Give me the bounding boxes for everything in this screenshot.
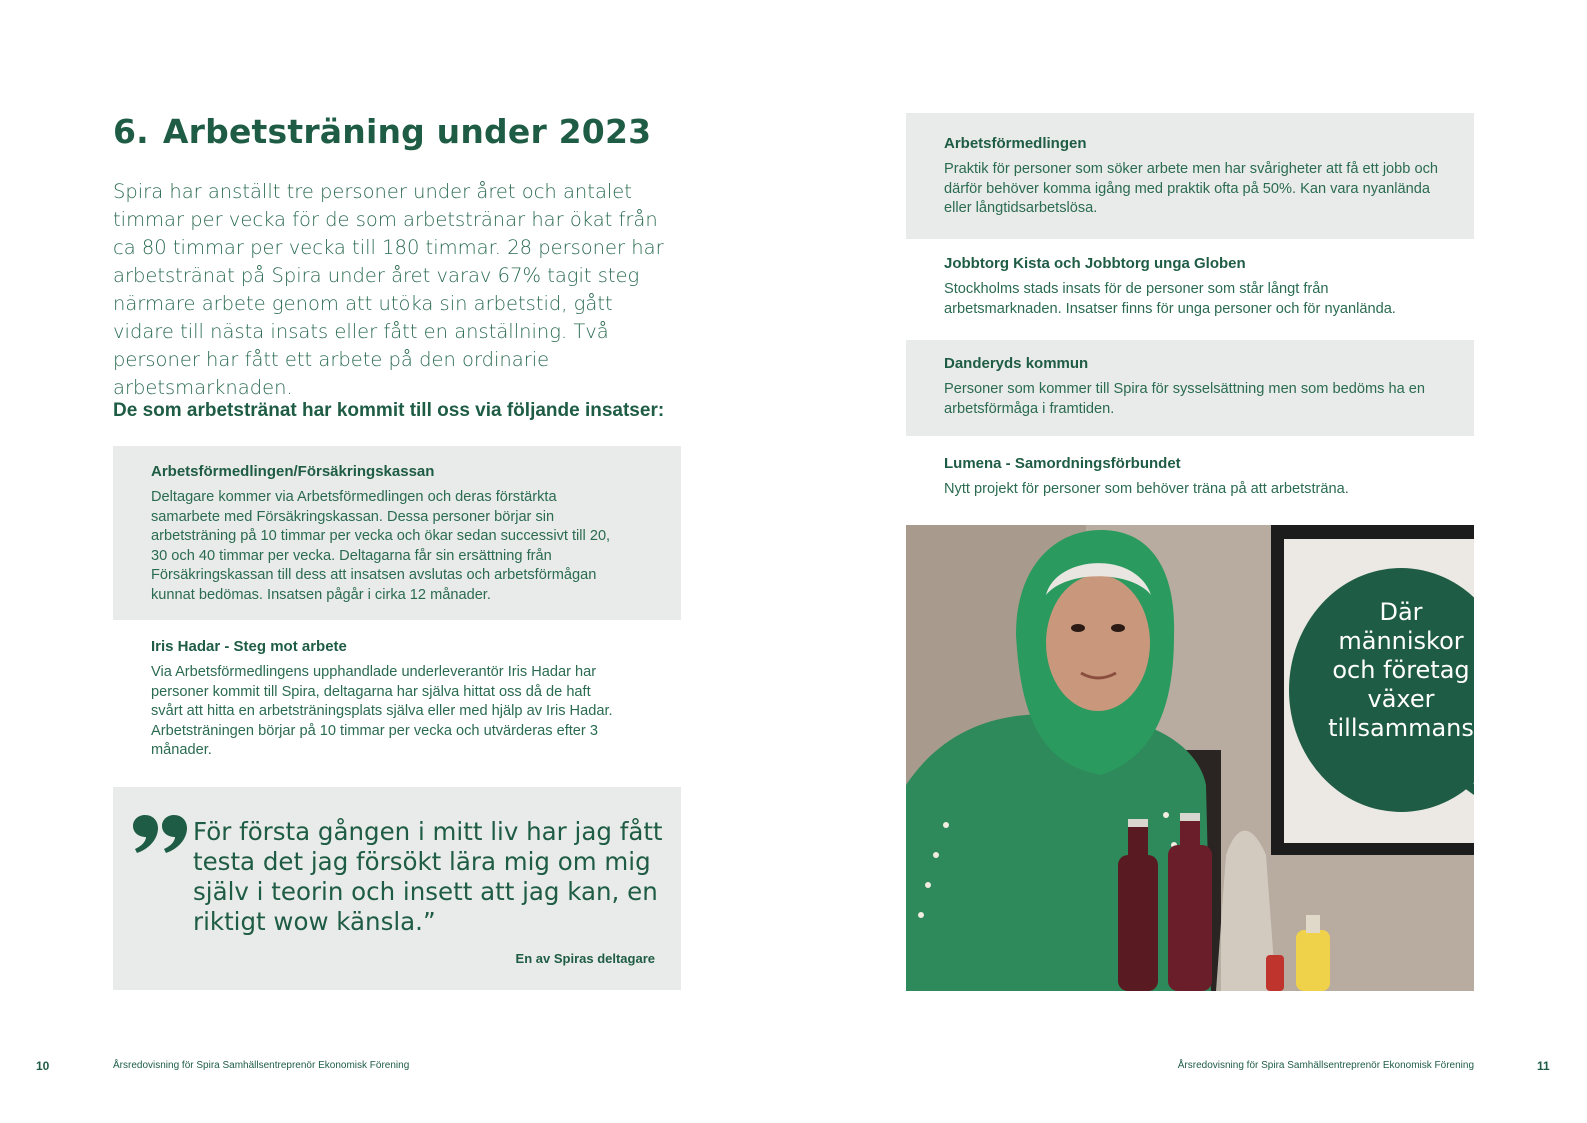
card-title: Jobbtorg Kista och Jobbtorg unga Globen <box>944 255 1246 272</box>
intro-paragraph: Spira har anställt tre personer under året och antalet timmar per vecka för de som arbetstränar har ökat från ca 80 timmar per vecka till 180 timmar. 28 personer har arbetstränat på Spira under året varav 67% tagit steg närmare arbete genom att utöka sin arbetstid, gått vidare till nästa insats eller fått en anställning. Två personer har fått ett arbete på den ordinarie arbetsmarknaden. <box>113 180 664 399</box>
section-number: 6. <box>113 112 149 151</box>
card-title: Danderyds kommun <box>944 355 1089 372</box>
poster-line: växer <box>1367 685 1435 713</box>
card-body: Praktik för personer som söker arbete men har svårigheter att få ett jobb och därför behöver komma igång med praktik ofta på 50%. Kan vara nyanlända eller långtidsarbetslösa. <box>944 161 1438 216</box>
card-body: Deltagare kommer via Arbetsförmedlingen och deras förstärkta samarbete med Försäkringskassan. Dessa personer börjar sin arbetsträning på 10 timmar per vecka och ökar sedan successivt till 20, 30 och 40 timmar per vecka. Deltagarna får sin ersättning från Försäkringskassan till dess att insatsen avslutas och arbetsförmågan kunnat bedömas. Insatsen pågår i cirka 12 månader. <box>151 489 611 603</box>
footer-text-right: Årsredovisning för Spira Samhällsentreprenör Ekonomisk Förening <box>1177 1060 1474 1071</box>
quote-box <box>113 787 681 990</box>
card-title: Iris Hadar - Steg mot arbete <box>151 638 347 655</box>
card-body: Personer som kommer till Spira för sysselsättning men som bedöms ha en arbetsförmåga i framtiden. <box>944 381 1425 417</box>
section-title-text: Arbetsträning under 2023 <box>162 112 652 151</box>
face <box>1046 575 1150 711</box>
page-number-left: 10 <box>36 1059 50 1073</box>
photo-illustration <box>906 525 1474 991</box>
footer-text-left: Årsredovisning för Spira Samhällsentreprenör Ekonomisk Förening <box>113 1060 410 1071</box>
poster-line: tillsammans <box>1328 714 1474 742</box>
quote-text: För första gången i mitt liv har jag fått testa det jag försökt lära mig om mig själv i teorin och insett att jag kan, en riktigt wow känsla.” <box>193 817 663 936</box>
quote-mark-icon <box>133 815 187 855</box>
juice-bottle <box>1168 845 1212 991</box>
quote-attribution: En av Spiras deltagare <box>515 951 655 966</box>
card-danderyds-kommun <box>906 340 1474 436</box>
card-iris-hadar <box>113 622 681 772</box>
card-body: Stockholms stads insats för de personer som står långt från arbetsmarknaden. Insatser finns för unga personer och för nyanlända. <box>944 281 1396 317</box>
poster-line: och företag <box>1332 656 1470 684</box>
poster-line: Där <box>1379 598 1423 626</box>
juice-bottle <box>1118 855 1158 991</box>
card-title: Arbetsförmedlingen <box>944 135 1087 152</box>
card-lumena <box>906 436 1474 516</box>
card-arbetsformedlingen <box>906 113 1474 239</box>
participant-photo <box>906 525 1474 991</box>
card-arbetsformedlingen-forsakringskassan <box>113 446 681 620</box>
card-jobbtorg <box>906 239 1474 339</box>
poster-line: människor <box>1338 627 1464 655</box>
card-body: Via Arbetsförmedlingens upphandlade underleverantör Iris Hadar har personer kommit till Spira, deltagarna har själva hittat oss då de haft svårt att hitta en arbetsträningsplats själva eller med hjälp av Iris Hadar. Arbetsträningen börjar på 10 timmar per vecka och utvärderas efter 3 månader. <box>151 664 613 758</box>
card-body: Nytt projekt för personer som behöver träna på att arbetsträna. <box>944 481 1349 497</box>
card-title: Arbetsförmedlingen/Försäkringskassan <box>151 463 435 480</box>
page-number-right: 11 <box>1537 1059 1550 1073</box>
section-title <box>113 112 713 151</box>
card-title: Lumena - Samordningsförbundet <box>944 455 1181 472</box>
insatser-subheading: De som arbetstränat har kommit till oss via följande insatser: <box>113 400 665 421</box>
